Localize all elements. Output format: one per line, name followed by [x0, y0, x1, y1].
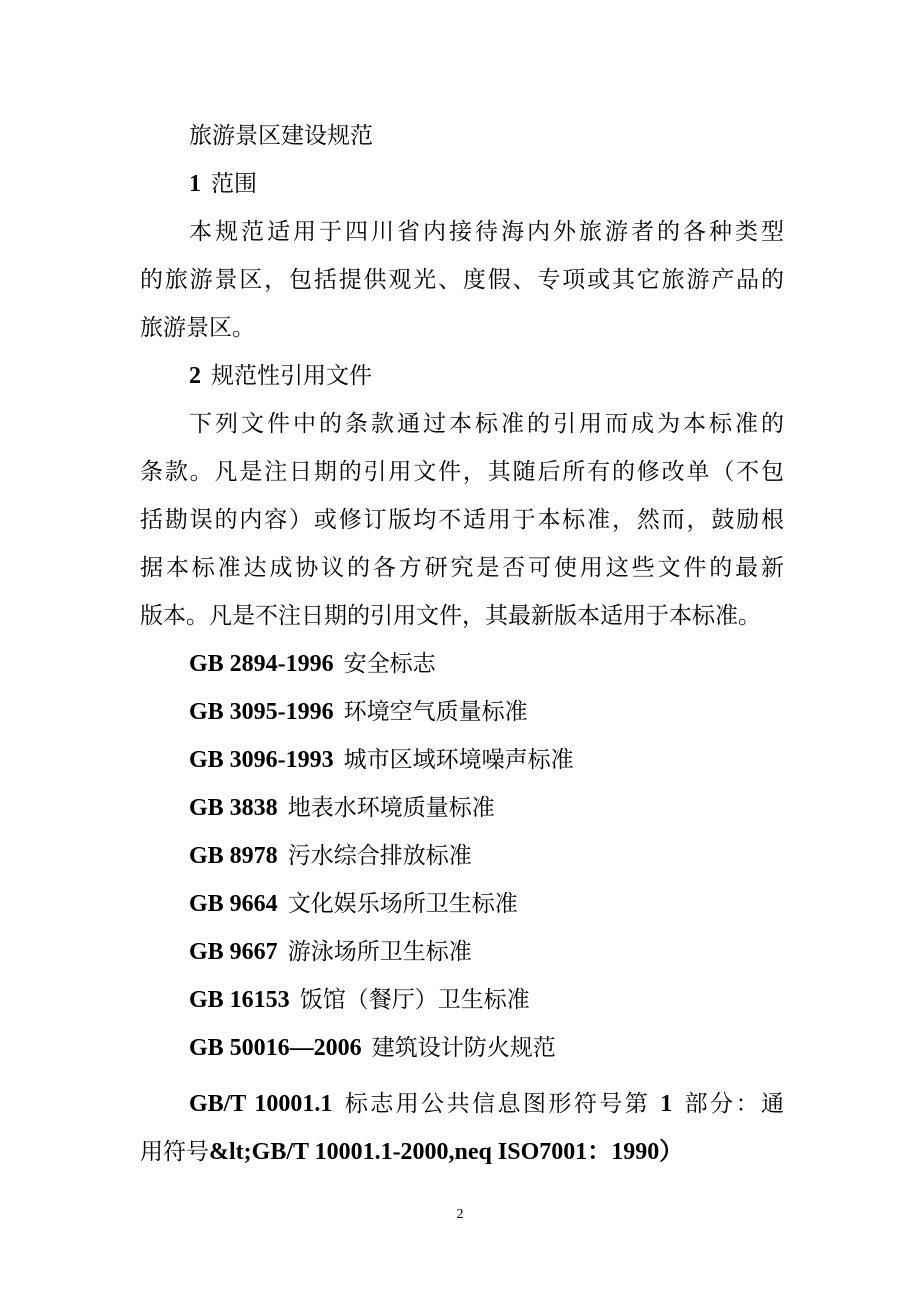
- paragraph-line: 括勘误的内容）或修订版均不适用于本标准，然而，鼓励根: [140, 507, 784, 533]
- section-title: 规范性引用文件: [211, 363, 372, 389]
- reference-code: GB/T 10001.1: [189, 1091, 333, 1117]
- reference-code: GB 8978: [189, 843, 278, 869]
- paragraph-line: 版本。凡是不注日期的引用文件，其最新版本适用于本标准。: [140, 603, 761, 629]
- reference-name: 用符号: [140, 1139, 209, 1165]
- reference-code: GB 9667: [189, 939, 278, 965]
- reference-code: GB 16153: [189, 987, 290, 1013]
- reference-item: [189, 736, 833, 784]
- reference-code: GB 2894-1996: [189, 651, 334, 677]
- reference-code: GB 3095-1996: [189, 699, 334, 725]
- reference-name: 城市区域环境噪声标准: [343, 747, 574, 773]
- reference-item: [189, 880, 833, 928]
- reference-code: GB 3838: [189, 795, 278, 821]
- reference-item: [189, 976, 833, 1024]
- document-title: 旅游景区建设规范: [189, 123, 373, 149]
- reference-name: 建筑设计防火规范: [371, 1035, 556, 1061]
- section-2-heading: [189, 352, 833, 400]
- reference-item: [189, 832, 833, 880]
- reference-item: [189, 640, 833, 688]
- reference-code: GB 9664: [189, 891, 278, 917]
- reference-item-continuation: [140, 1128, 784, 1176]
- section-number: 1: [189, 171, 201, 197]
- reference-item: [189, 688, 833, 736]
- reference-item: [189, 928, 833, 976]
- page-number: 2: [456, 1207, 464, 1222]
- reference-name: 安全标志: [343, 651, 436, 677]
- reference-item: [189, 1080, 784, 1128]
- reference-item: [189, 784, 833, 832]
- reference-name: 游泳场所卫生标准: [287, 939, 472, 965]
- reference-name: 饭馆（餐厅）卫生标准: [299, 987, 530, 1013]
- reference-part-number: 1: [660, 1091, 673, 1117]
- reference-item: [189, 1024, 833, 1072]
- reference-name: 部分：通: [682, 1091, 785, 1117]
- section-1-heading: [189, 160, 833, 208]
- reference-code: GB 3096-1993: [189, 747, 334, 773]
- paragraph-line: 条款。凡是注日期的引用文件，其随后所有的修改单（不包: [140, 459, 784, 485]
- reference-code: GB 50016—2006: [189, 1035, 362, 1061]
- paragraph-line: 本规范适用于四川省内接待海内外旅游者的各种类型: [189, 219, 784, 245]
- reference-name: 污水综合排放标准: [287, 843, 472, 869]
- section-title: 范围: [211, 171, 257, 197]
- paragraph-line: 据本标准达成协议的各方研究是否可使用这些文件的最新: [140, 555, 784, 581]
- reference-name: 文化娱乐场所卫生标准: [287, 891, 518, 917]
- reference-name: 环境空气质量标准: [343, 699, 528, 725]
- reference-code: &lt;GB/T 10001.1-2000,neq ISO7001：1990）: [209, 1139, 684, 1165]
- paragraph-line: 下列文件中的条款通过本标准的引用而成为本标准的: [189, 411, 784, 437]
- section-number: 2: [189, 363, 201, 389]
- paragraph-line: 旅游景区。: [140, 315, 255, 341]
- paragraph-line: 的旅游景区，包括提供观光、度假、专项或其它旅游产品的: [140, 267, 784, 293]
- reference-name: 地表水环境质量标准: [287, 795, 495, 821]
- reference-name: 标志用公共信息图形符号第: [342, 1091, 651, 1117]
